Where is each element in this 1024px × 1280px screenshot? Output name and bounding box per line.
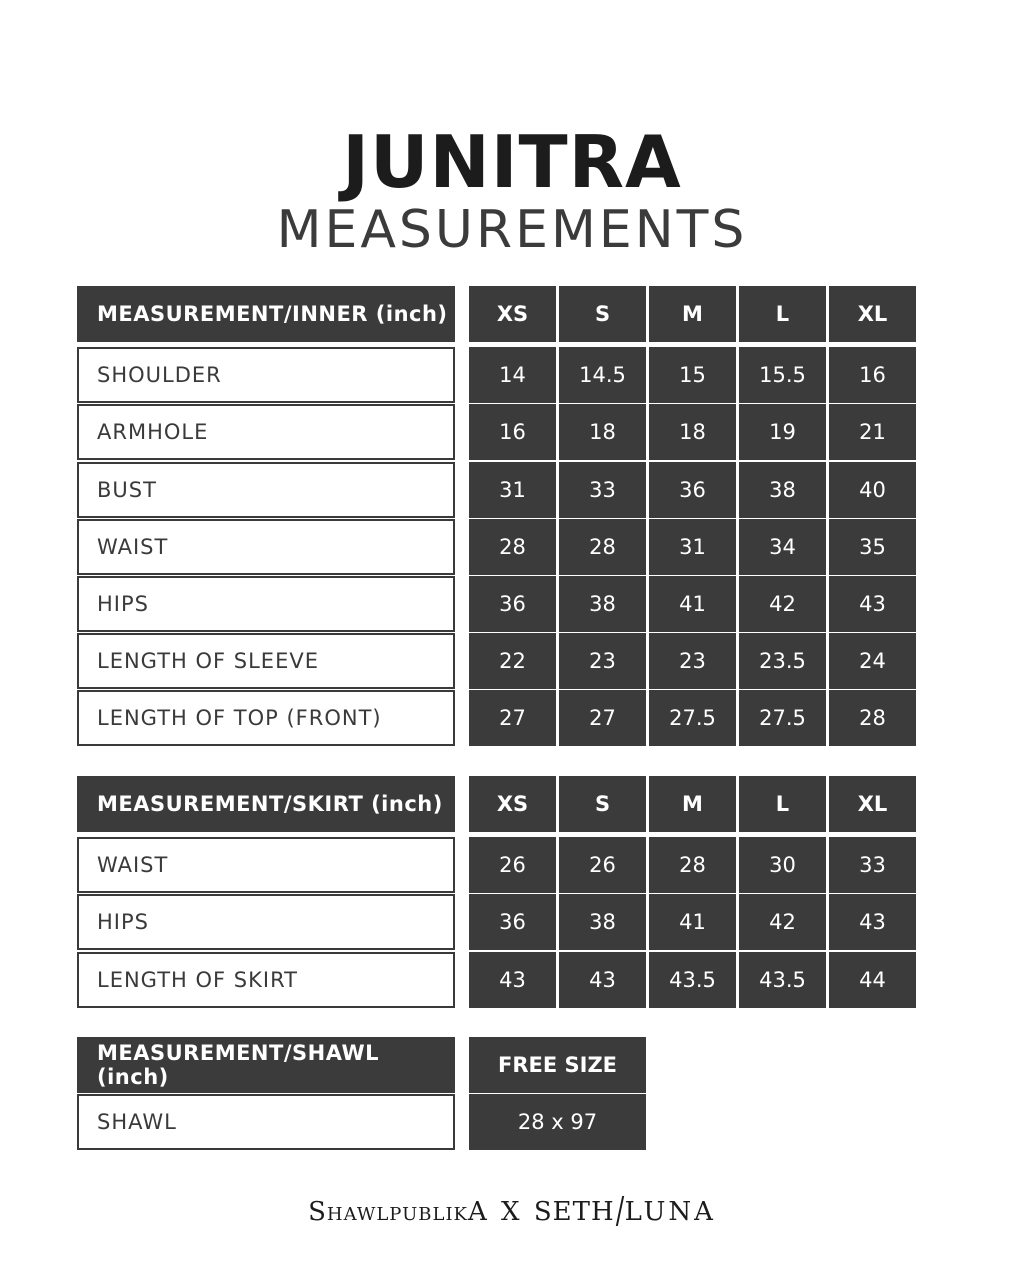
value-cell: 16 <box>829 347 916 403</box>
value-cell: 43 <box>559 952 646 1008</box>
brand-seth: SETH <box>533 1197 615 1227</box>
value-cell: 16 <box>469 404 556 460</box>
value-cell: 28 <box>559 519 646 575</box>
value-cell: 38 <box>739 462 826 518</box>
row-label: SHAWL <box>77 1094 455 1150</box>
row-label: BUST <box>77 462 455 518</box>
size-header-xs: XS <box>469 286 556 342</box>
value-cell: 36 <box>469 576 556 632</box>
value-cell: 38 <box>559 576 646 632</box>
value-cell: 28 <box>469 519 556 575</box>
value-cell: 43 <box>469 952 556 1008</box>
row-label: ARMHOLE <box>77 404 455 460</box>
size-header-l: L <box>739 776 826 832</box>
size-header-m: M <box>649 286 736 342</box>
value-cell: 27 <box>469 690 556 746</box>
value-cell: 43.5 <box>649 952 736 1008</box>
row-label: WAIST <box>77 519 455 575</box>
value-cell: 28 x 97 <box>469 1094 646 1150</box>
value-cell: 14 <box>469 347 556 403</box>
value-cell: 23.5 <box>739 633 826 689</box>
value-cell: 18 <box>559 404 646 460</box>
size-header-m: M <box>649 776 736 832</box>
value-cell: 41 <box>649 576 736 632</box>
shawl-header-label: MEASUREMENT/SHAWL (inch) <box>77 1037 455 1093</box>
value-cell: 26 <box>469 837 556 893</box>
size-header-xs: XS <box>469 776 556 832</box>
value-cell: 36 <box>469 894 556 950</box>
brand-luna: LUNA <box>624 1197 716 1227</box>
brand-logo <box>0 1196 1024 1227</box>
value-cell: 41 <box>649 894 736 950</box>
size-header-xl: XL <box>829 286 916 342</box>
value-cell: 43 <box>829 894 916 950</box>
value-cell: 24 <box>829 633 916 689</box>
value-cell: 23 <box>559 633 646 689</box>
brand-shawlpublika: ShawlpublikA <box>308 1197 488 1227</box>
value-cell: 43 <box>829 576 916 632</box>
value-cell: 18 <box>649 404 736 460</box>
page-title: JUNITRA <box>342 120 682 204</box>
value-cell: 21 <box>829 404 916 460</box>
value-cell: 22 <box>469 633 556 689</box>
brand-x: X <box>501 1197 521 1227</box>
value-cell: 43.5 <box>739 952 826 1008</box>
free-size-header: FREE SIZE <box>469 1037 646 1093</box>
size-header-l: L <box>739 286 826 342</box>
row-label: WAIST <box>77 837 455 893</box>
value-cell: 19 <box>739 404 826 460</box>
value-cell: 27 <box>559 690 646 746</box>
row-label: SHOULDER <box>77 347 455 403</box>
value-cell: 31 <box>469 462 556 518</box>
value-cell: 15.5 <box>739 347 826 403</box>
value-cell: 15 <box>649 347 736 403</box>
value-cell: 31 <box>649 519 736 575</box>
size-header-s: S <box>559 286 646 342</box>
value-cell: 28 <box>649 837 736 893</box>
value-cell: 23 <box>649 633 736 689</box>
inner-header-label: MEASUREMENT/INNER (inch) <box>77 286 455 342</box>
page-subtitle: MEASUREMENTS <box>276 200 748 260</box>
value-cell: 33 <box>559 462 646 518</box>
value-cell: 42 <box>739 894 826 950</box>
row-label: HIPS <box>77 894 455 950</box>
value-cell: 36 <box>649 462 736 518</box>
row-label: LENGTH OF SKIRT <box>77 952 455 1008</box>
value-cell: 35 <box>829 519 916 575</box>
value-cell: 33 <box>829 837 916 893</box>
value-cell: 38 <box>559 894 646 950</box>
value-cell: 27.5 <box>649 690 736 746</box>
size-header-xl: XL <box>829 776 916 832</box>
value-cell: 44 <box>829 952 916 1008</box>
value-cell: 34 <box>739 519 826 575</box>
skirt-header-label: MEASUREMENT/SKIRT (inch) <box>77 776 455 832</box>
value-cell: 40 <box>829 462 916 518</box>
value-cell: 26 <box>559 837 646 893</box>
slash-divider <box>615 1196 623 1226</box>
value-cell: 28 <box>829 690 916 746</box>
row-label: HIPS <box>77 576 455 632</box>
size-header-s: S <box>559 776 646 832</box>
value-cell: 14.5 <box>559 347 646 403</box>
row-label: LENGTH OF SLEEVE <box>77 633 455 689</box>
value-cell: 27.5 <box>739 690 826 746</box>
value-cell: 30 <box>739 837 826 893</box>
value-cell: 42 <box>739 576 826 632</box>
row-label: LENGTH OF TOP (FRONT) <box>77 690 455 746</box>
